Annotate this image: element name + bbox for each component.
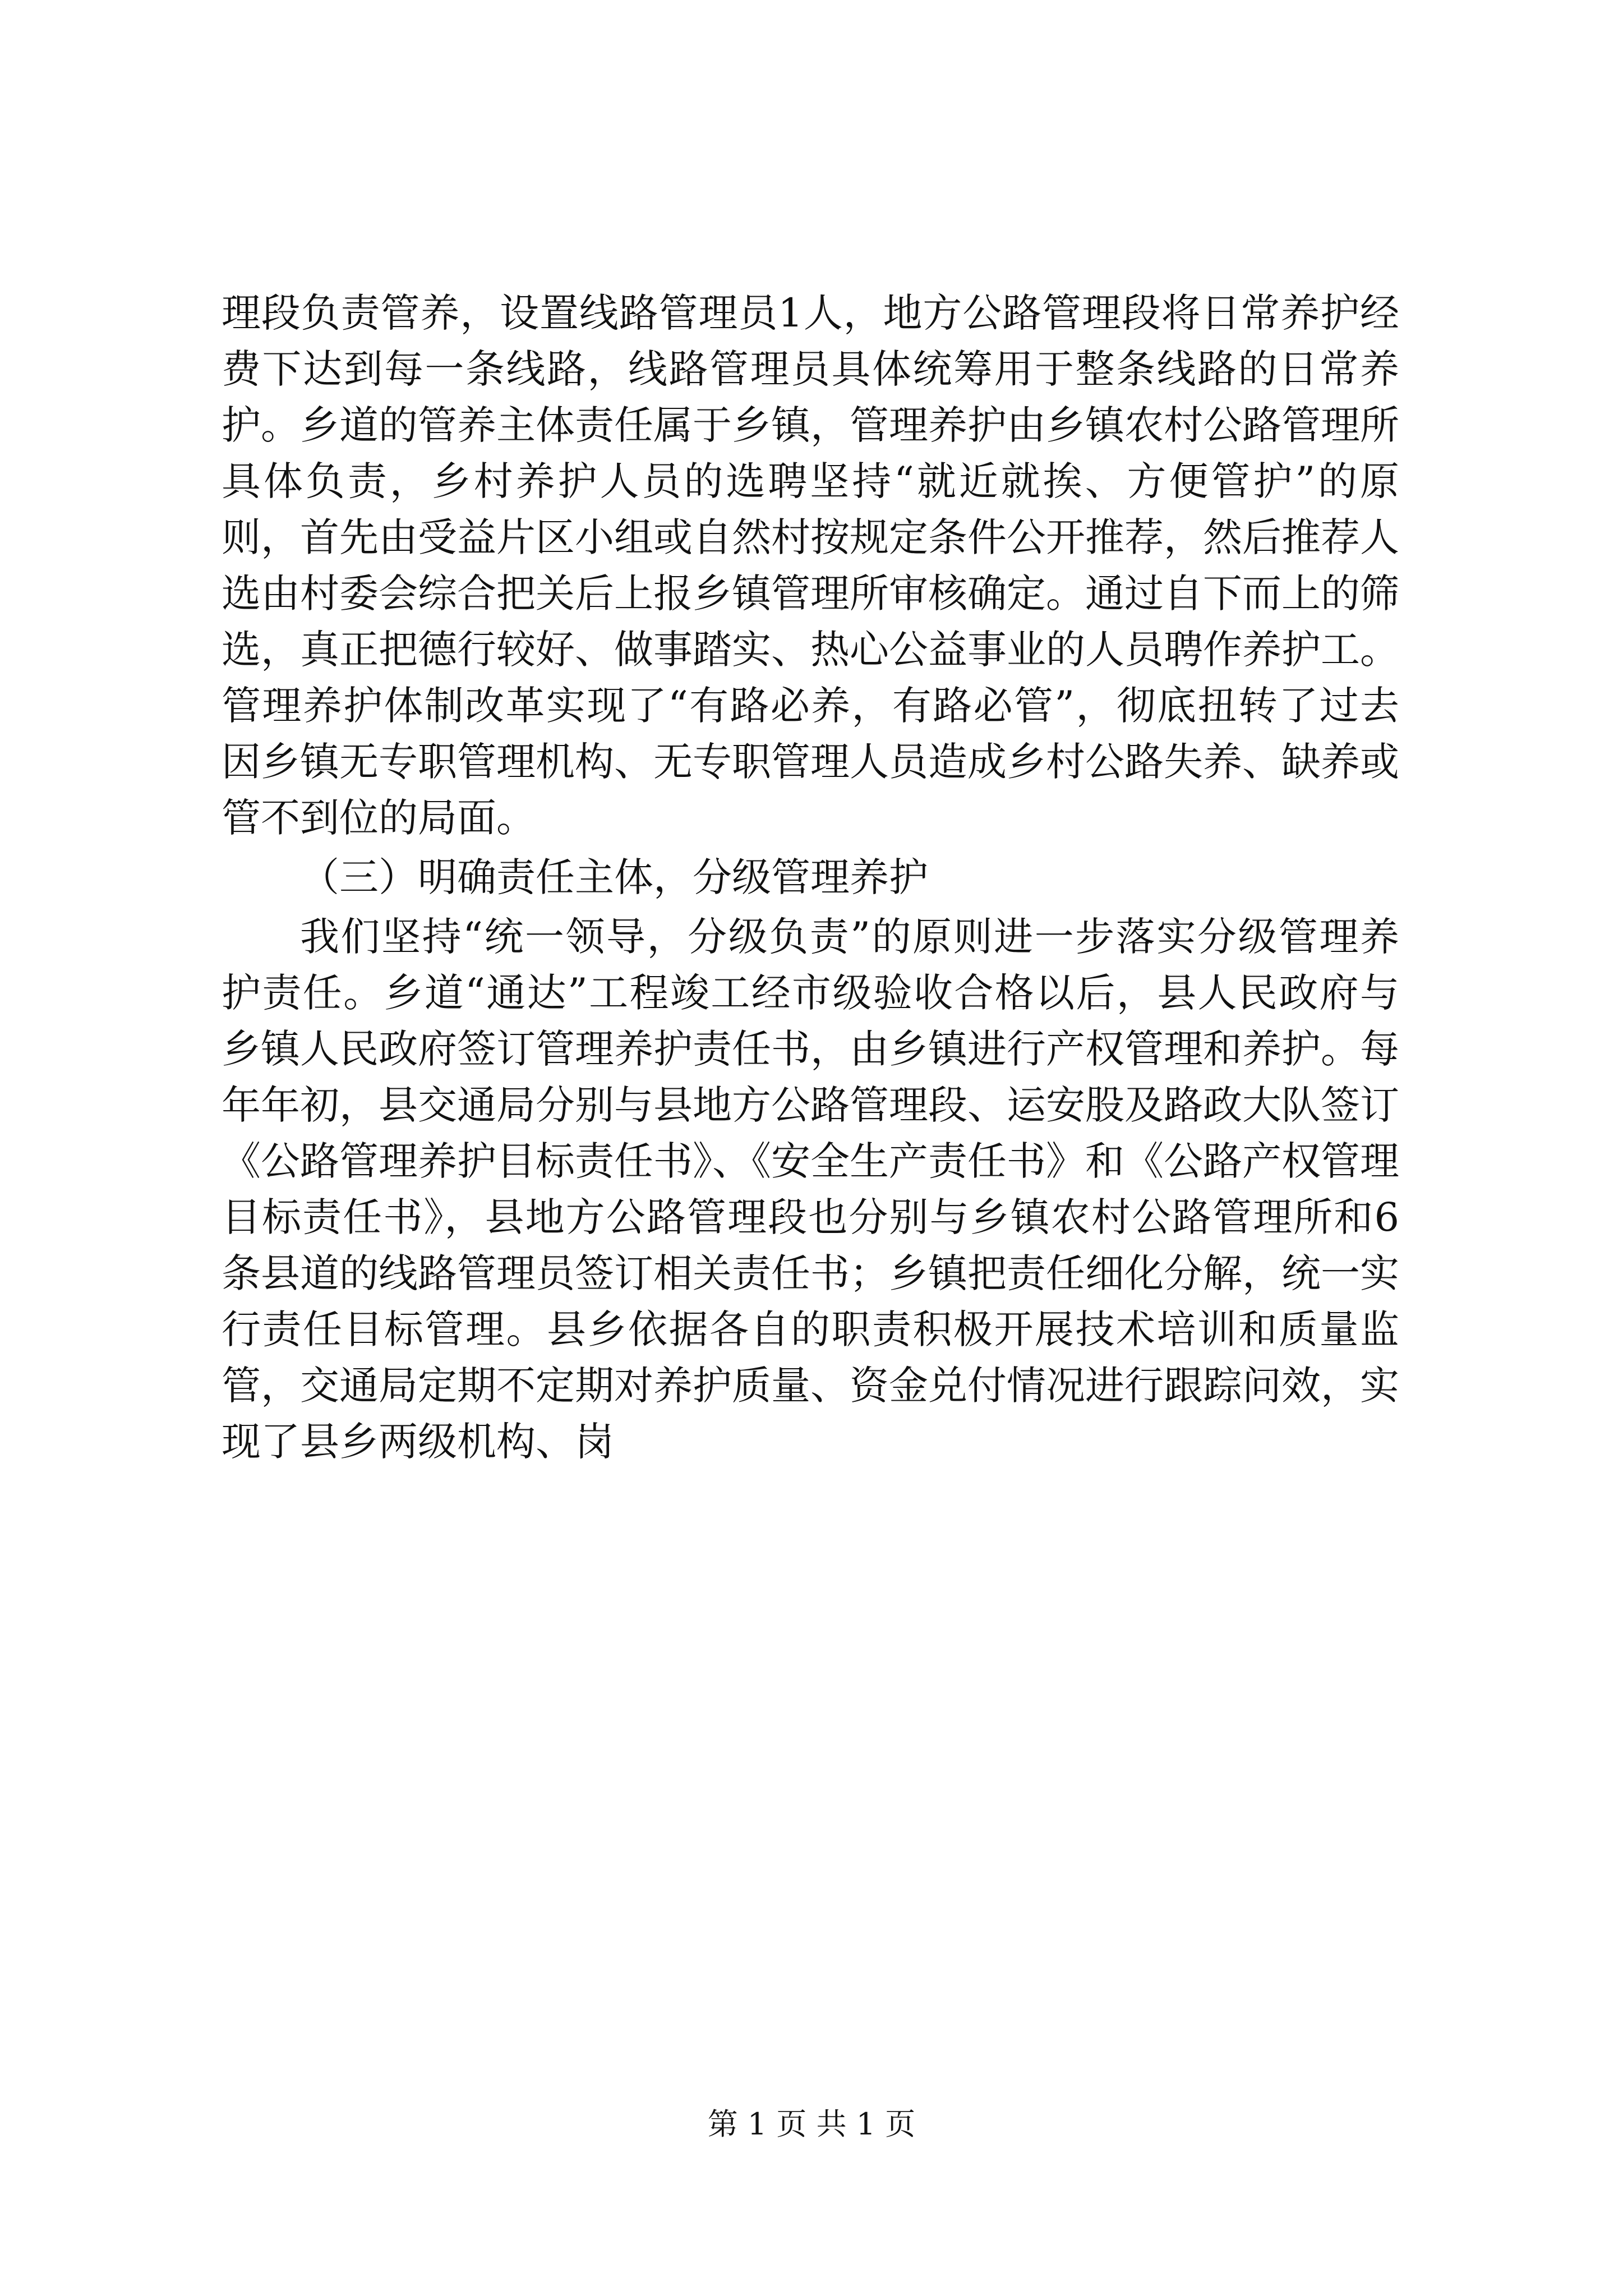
body-paragraph-2: 我们坚持“统一领导，分级负责”的原则进一步落实分级管理养护责任。乡道“通达”工程竣工经市级验收合格以后，县人民政府与乡镇人民政府签订管理养护责任书，由乡镇进行产权管理和养护。每年年初，县交通局分别与县地方公路管理段、运安股及路政大队签订《公路管理养护目标责任书》、《安全生产责任书》和《公路产权管理目标责任书》，县地方公路管理段也分别与乡镇农村公路管理所和6条县道的线路管理员签订相关责任书；乡镇把责任细化分解，统一实行责任目标管理。县乡依据各自的职责积极开展技术培训和质量监管，交通局定期不定期对养护质量、资金兑付情况进行跟踪问效，实现了县乡两级机构、岗 xyxy=(222,914,1399,1465)
section-heading-3: （三）明确责任主体，分级管理养护 xyxy=(300,854,928,900)
body-paragraph-1: 理段负责管养，设置线路管理员1人，地方公路管理段将日常养护经费下达到每一条线路，线路管理员具体统筹用于整条线路的日常养护。乡道的管养主体责任属于乡镇，管理养护由乡镇农村公路管理所具体负责，乡村养护人员的选聘坚持“就近就挨、方便管护”的原则，首先由受益片区小组或自然村按规定条件公开推荐，然后推荐人选由村委会综合把关后上报乡镇管理所审核确定。通过自下而上的筛选，真正把德行较好、做事踏实、热心公益事业的人员聘作养护工。管理养护体制改革实现了“有路必养，有路必管”，彻底扭转了过去因乡镇无专职管理机构、无专职管理人员造成乡村公路失养、缺养或管不到位的局面。 xyxy=(222,290,1399,841)
page-footer: 第 1 页 共 1 页 xyxy=(707,2106,916,2142)
document-body xyxy=(222,285,1399,1470)
